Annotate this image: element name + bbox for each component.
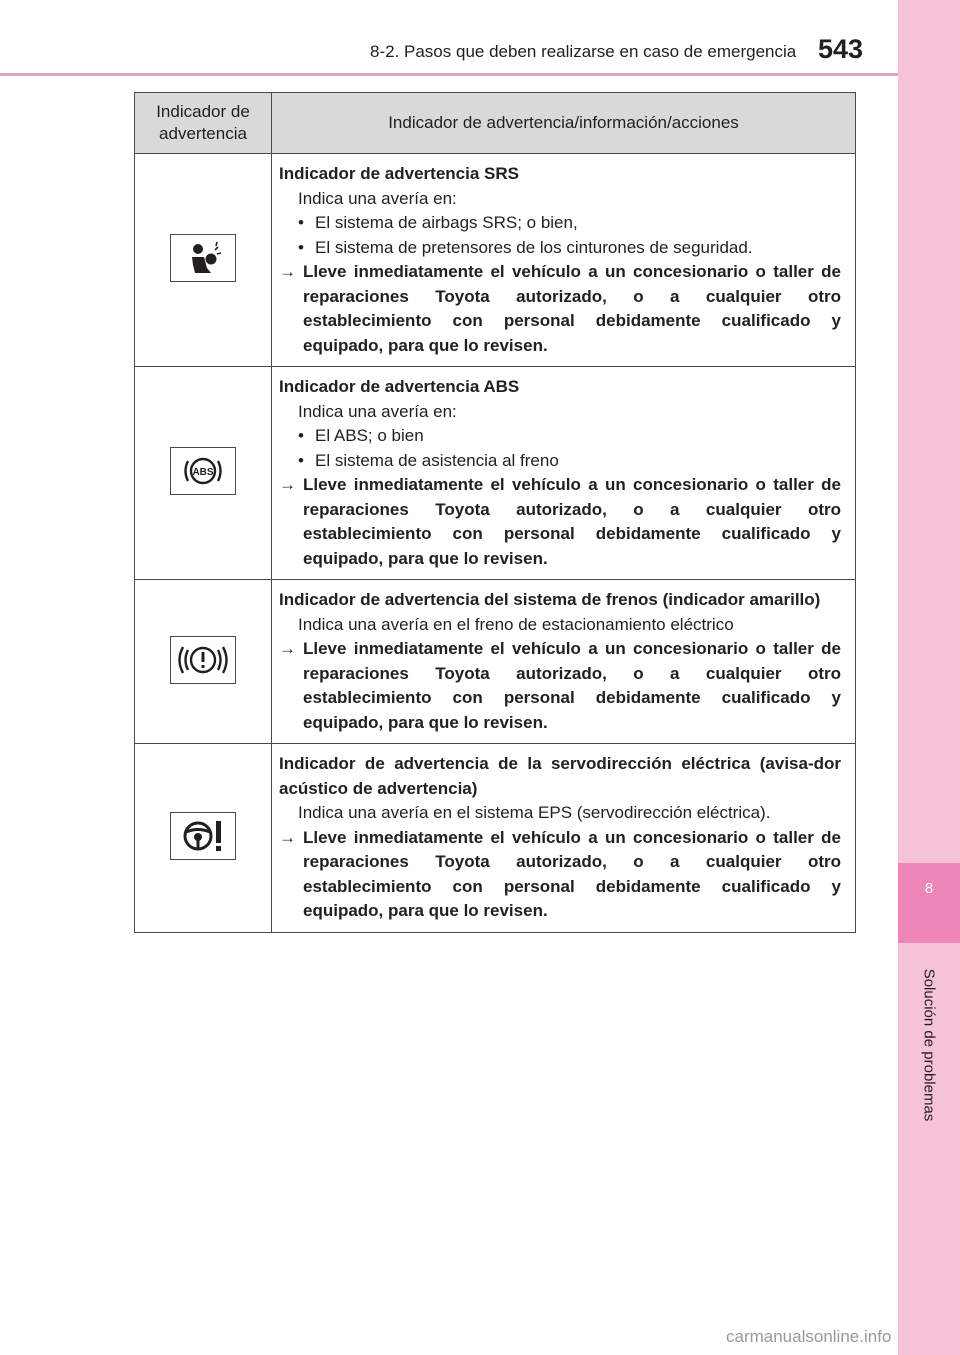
bullet-item — [279, 236, 841, 261]
action-text-line1: Lleve inmediatamente el vehículo a un concesionario o — [303, 475, 766, 494]
power-steering-warning-icon — [170, 812, 236, 860]
action-text-line1: Lleve inmediatamente el vehículo a un concesionario o — [303, 827, 766, 847]
table-row — [135, 367, 856, 580]
bullet-marker: • — [298, 450, 304, 470]
indicator-description-cell — [272, 580, 856, 744]
action-text-line1: Lleve inmediatamente el vehículo a un concesionario o — [303, 262, 766, 281]
chapter-number: 8 — [924, 880, 934, 897]
bullet-text: El sistema de asistencia al freno — [315, 450, 559, 470]
arrow-icon: → — [279, 639, 296, 658]
table-row — [135, 744, 856, 933]
action-text: taller de reparaciones Toyota autorizado, o a cualquier otro establecimiento con personal debidamente cualificado y equipado, para que lo revisen. — [303, 639, 841, 732]
page-number: 543 — [818, 34, 864, 64]
chapter-title: Solución de problemas — [920, 968, 938, 1122]
action-text: taller de reparaciones Toyota autorizado, o a cualquier otro establecimiento con personal debidamente cualificado y equipado, para que lo revisen. — [303, 475, 841, 568]
indicator-description: Indica una avería en: — [298, 188, 457, 208]
watermark: carmanualsonline.info — [726, 1327, 892, 1346]
indicator-icon-cell — [135, 580, 272, 744]
header-rule — [0, 73, 898, 76]
bullet-text: El sistema de pretensores de los cinturones de seguridad. — [315, 237, 753, 257]
indicator-description-cell — [272, 367, 856, 580]
arrow-icon: → — [279, 475, 296, 494]
table-row — [135, 580, 856, 744]
bullet-marker: • — [298, 237, 304, 257]
recommended-action — [279, 826, 841, 924]
indicator-title: Indicador de advertencia ABS — [279, 377, 520, 396]
arrow-icon: → — [279, 262, 296, 281]
indicator-icon-cell — [135, 367, 272, 580]
srs-airbag-icon — [170, 234, 236, 282]
indicator-title: Indicador de advertencia del sistema de frenos (indicador amarillo) — [279, 590, 821, 609]
bullet-item — [279, 211, 841, 236]
bullet-item — [279, 449, 841, 474]
chapter-side-tab — [898, 0, 960, 1355]
recommended-action — [279, 473, 841, 571]
action-text: taller de reparaciones Toyota autorizado, o a cualquier otro establecimiento con personal debidamente cualificado y equipado, para que lo revisen. — [303, 262, 841, 355]
recommended-action — [279, 637, 841, 735]
indicator-icon-cell — [135, 154, 272, 367]
arrow-icon: → — [279, 827, 296, 847]
bullet-marker: • — [298, 426, 304, 445]
indicator-description: Indica una avería en: — [298, 401, 457, 421]
indicator-icon-cell — [135, 744, 272, 933]
section-title: 8-2. Pasos que deben realizarse en caso de emergencia — [370, 42, 797, 61]
indicator-description: Indica una avería en el sistema EPS (servodirección eléctrica). — [298, 803, 771, 822]
column-header-actions: Indicador de advertencia/información/acciones — [272, 93, 856, 154]
bullet-text: El ABS; o bien — [315, 426, 424, 445]
chapter-number-box — [898, 863, 960, 943]
table-row — [135, 154, 856, 367]
indicator-description: Indica una avería en el freno de estacionamiento eléctrico — [298, 614, 734, 634]
bullet-marker: • — [298, 213, 304, 232]
indicator-title: Indicador de advertencia de la servodirección eléctrica (avisa-dor acústico de advertencia) — [279, 754, 841, 798]
bullet-item — [279, 424, 841, 449]
brake-system-warning-icon — [170, 636, 236, 684]
indicator-description-cell — [272, 744, 856, 933]
abs-warning-icon — [170, 447, 236, 495]
column-header-indicator: Indicador de advertencia — [135, 93, 272, 154]
indicator-description-cell — [272, 154, 856, 367]
table-header-row — [135, 93, 856, 154]
action-text-line1: Lleve inmediatamente el vehículo a un concesionario o — [303, 639, 766, 658]
bullet-text: El sistema de airbags SRS; o bien, — [315, 213, 578, 232]
indicator-title: Indicador de advertencia SRS — [279, 164, 519, 183]
svg-text:ABS: ABS — [192, 467, 214, 478]
action-text: taller de reparaciones Toyota autorizado, o a cualquier otro establecimiento con personal debidamente cualificado y equipado, para que lo revisen. — [303, 827, 841, 920]
warning-indicator-table — [134, 92, 856, 933]
recommended-action — [279, 260, 841, 358]
